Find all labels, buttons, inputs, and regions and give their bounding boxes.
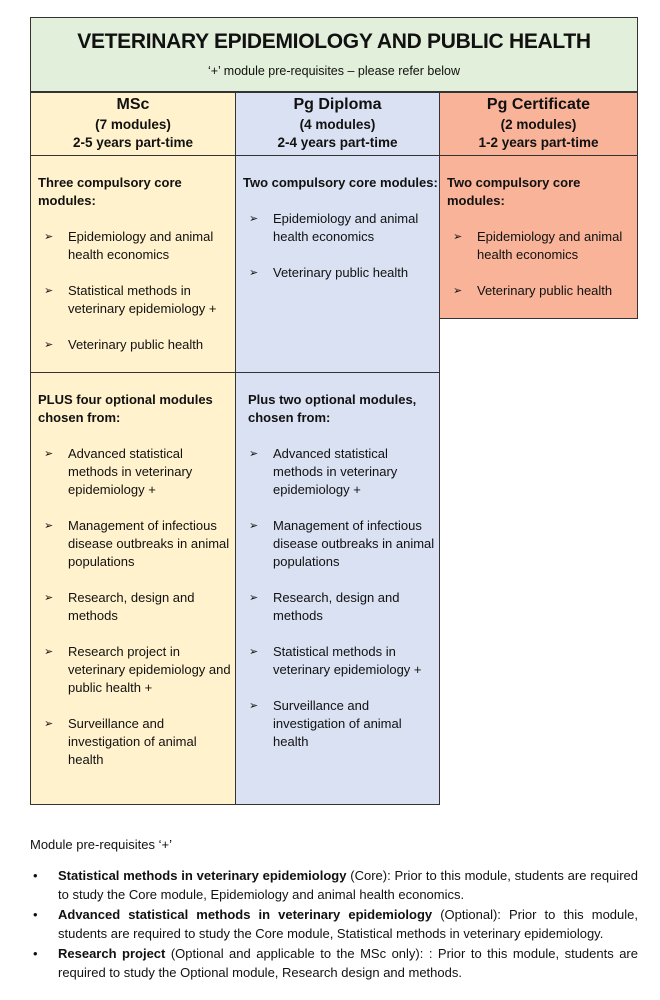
module-name: Management of infectious disease outbreaks in animal populations	[68, 518, 230, 569]
arrow-bullet-icon: ➢	[249, 520, 259, 532]
msc-header	[30, 92, 236, 156]
module-item	[440, 228, 637, 264]
arrow-bullet-icon: ➢	[44, 592, 54, 604]
module-name: Epidemiology and animal health economics	[68, 229, 214, 262]
bullet-icon: •	[33, 907, 38, 922]
programme-name: Pg Diploma	[293, 96, 382, 113]
msc-core-section	[30, 155, 236, 373]
module-item	[31, 282, 235, 318]
msc-optional-section	[30, 372, 236, 805]
arrow-bullet-icon: ➢	[453, 231, 463, 243]
certificate-core-section	[439, 155, 638, 319]
module-item	[236, 643, 439, 679]
programme-duration: 1-2 years part-time	[478, 135, 599, 150]
module-item	[31, 517, 235, 571]
bullet-icon: •	[33, 946, 38, 961]
page-title: VETERINARY EPIDEMIOLOGY AND PUBLIC HEALTH	[77, 30, 591, 53]
module-item	[236, 589, 439, 625]
programme-duration: 2-5 years part-time	[72, 135, 194, 150]
module-name: Management of infectious disease outbreaks in animal populations	[273, 518, 435, 569]
programme-name: Pg Certificate	[486, 96, 591, 113]
programme-modules: (7 modules)	[95, 117, 171, 132]
title-box	[30, 17, 638, 92]
module-item	[31, 228, 235, 264]
module-item	[236, 210, 439, 246]
module-name: Advanced statistical methods in veterinary epidemiology +	[68, 446, 193, 497]
certificate-header	[439, 92, 638, 156]
diploma-header	[235, 92, 440, 156]
module-name: Research, design and methods	[273, 590, 400, 623]
module-name: Statistical methods in veterinary epidemiology +	[273, 644, 422, 677]
module-name: Epidemiology and animal health economics	[273, 211, 419, 244]
module-name: Statistical methods in veterinary epidemiology +	[68, 283, 217, 316]
optional-heading: PLUS four optional modules chosen from:	[38, 392, 213, 425]
prerequisites-title: Module pre-requisites ‘+’	[30, 837, 172, 852]
core-module-list	[440, 228, 637, 300]
arrow-bullet-icon: ➢	[44, 285, 54, 297]
module-name: Research, design and methods	[68, 590, 195, 623]
bullet-icon: •	[33, 868, 38, 883]
prerequisite-text: (Optional): Prior to this module, students are required to study the Core module, Statistical methods in veterinary epidemiology.	[58, 907, 638, 941]
programme-modules: (4 modules)	[299, 117, 376, 132]
module-item	[31, 336, 235, 354]
arrow-bullet-icon: ➢	[249, 700, 259, 712]
module-item	[236, 517, 439, 571]
module-item	[236, 697, 439, 751]
programme-modules: (2 modules)	[500, 117, 577, 132]
module-name: Veterinary public health	[477, 283, 613, 298]
arrow-bullet-icon: ➢	[249, 267, 259, 279]
module-item	[236, 445, 439, 499]
core-heading: Three compulsory core modules:	[38, 175, 182, 208]
prerequisite-item	[30, 866, 638, 904]
arrow-bullet-icon: ➢	[249, 592, 259, 604]
prerequisite-text: (Core): Prior to this module, students are required to study the Core module, Epidemiology and animal health economics.	[58, 868, 638, 902]
arrow-bullet-icon: ➢	[44, 448, 54, 460]
arrow-bullet-icon: ➢	[249, 646, 259, 658]
module-item	[236, 264, 439, 282]
module-name: Advanced statistical methods in veterinary epidemiology +	[273, 446, 398, 497]
core-heading: Two compulsory core modules:	[243, 175, 438, 190]
module-name: Veterinary public health	[68, 337, 204, 352]
module-item	[31, 589, 235, 625]
module-name: Veterinary public health	[273, 265, 409, 280]
prerequisite-item	[30, 905, 638, 943]
diploma-optional-section	[235, 372, 440, 805]
module-item	[440, 282, 637, 300]
core-heading: Two compulsory core modules:	[447, 175, 581, 208]
module-name: Epidemiology and animal health economics	[477, 229, 623, 262]
prerequisites-list	[30, 866, 638, 982]
prerequisites-section	[30, 835, 638, 983]
programme-duration: 2-4 years part-time	[277, 135, 398, 150]
core-module-list	[236, 210, 439, 282]
prerequisite-module: Advanced statistical methods in veterinary epidemiology	[58, 907, 433, 922]
arrow-bullet-icon: ➢	[249, 213, 259, 225]
arrow-bullet-icon: ➢	[44, 339, 54, 351]
arrow-bullet-icon: ➢	[249, 448, 259, 460]
arrow-bullet-icon: ➢	[44, 718, 54, 730]
core-module-list	[31, 228, 235, 354]
prerequisite-module: Research project	[58, 946, 166, 961]
arrow-bullet-icon: ➢	[44, 646, 54, 658]
diploma-core-section	[235, 155, 440, 373]
module-item	[31, 643, 235, 697]
prerequisite-module: Statistical methods in veterinary epidemiology	[58, 868, 347, 883]
module-item	[31, 445, 235, 499]
arrow-bullet-icon: ➢	[44, 231, 54, 243]
page-subtitle: ‘+’ module pre-requisites – please refer below	[207, 64, 461, 78]
programme-name: MSc	[116, 96, 150, 113]
prerequisite-text: (Optional and applicable to the MSc only): : Prior to this module, students are required to study the Optional module, Research design and methods.	[58, 946, 638, 980]
optional-module-list	[236, 445, 439, 751]
prerequisite-item	[30, 944, 638, 982]
optional-module-list	[31, 445, 235, 769]
module-name: Surveillance and investigation of animal health	[68, 716, 197, 767]
module-name: Research project in veterinary epidemiology and public health +	[68, 644, 231, 695]
arrow-bullet-icon: ➢	[44, 520, 54, 532]
arrow-bullet-icon: ➢	[453, 285, 463, 297]
optional-heading: Plus two optional modules, chosen from:	[248, 392, 417, 425]
module-item	[31, 715, 235, 769]
module-name: Surveillance and investigation of animal health	[273, 698, 402, 749]
